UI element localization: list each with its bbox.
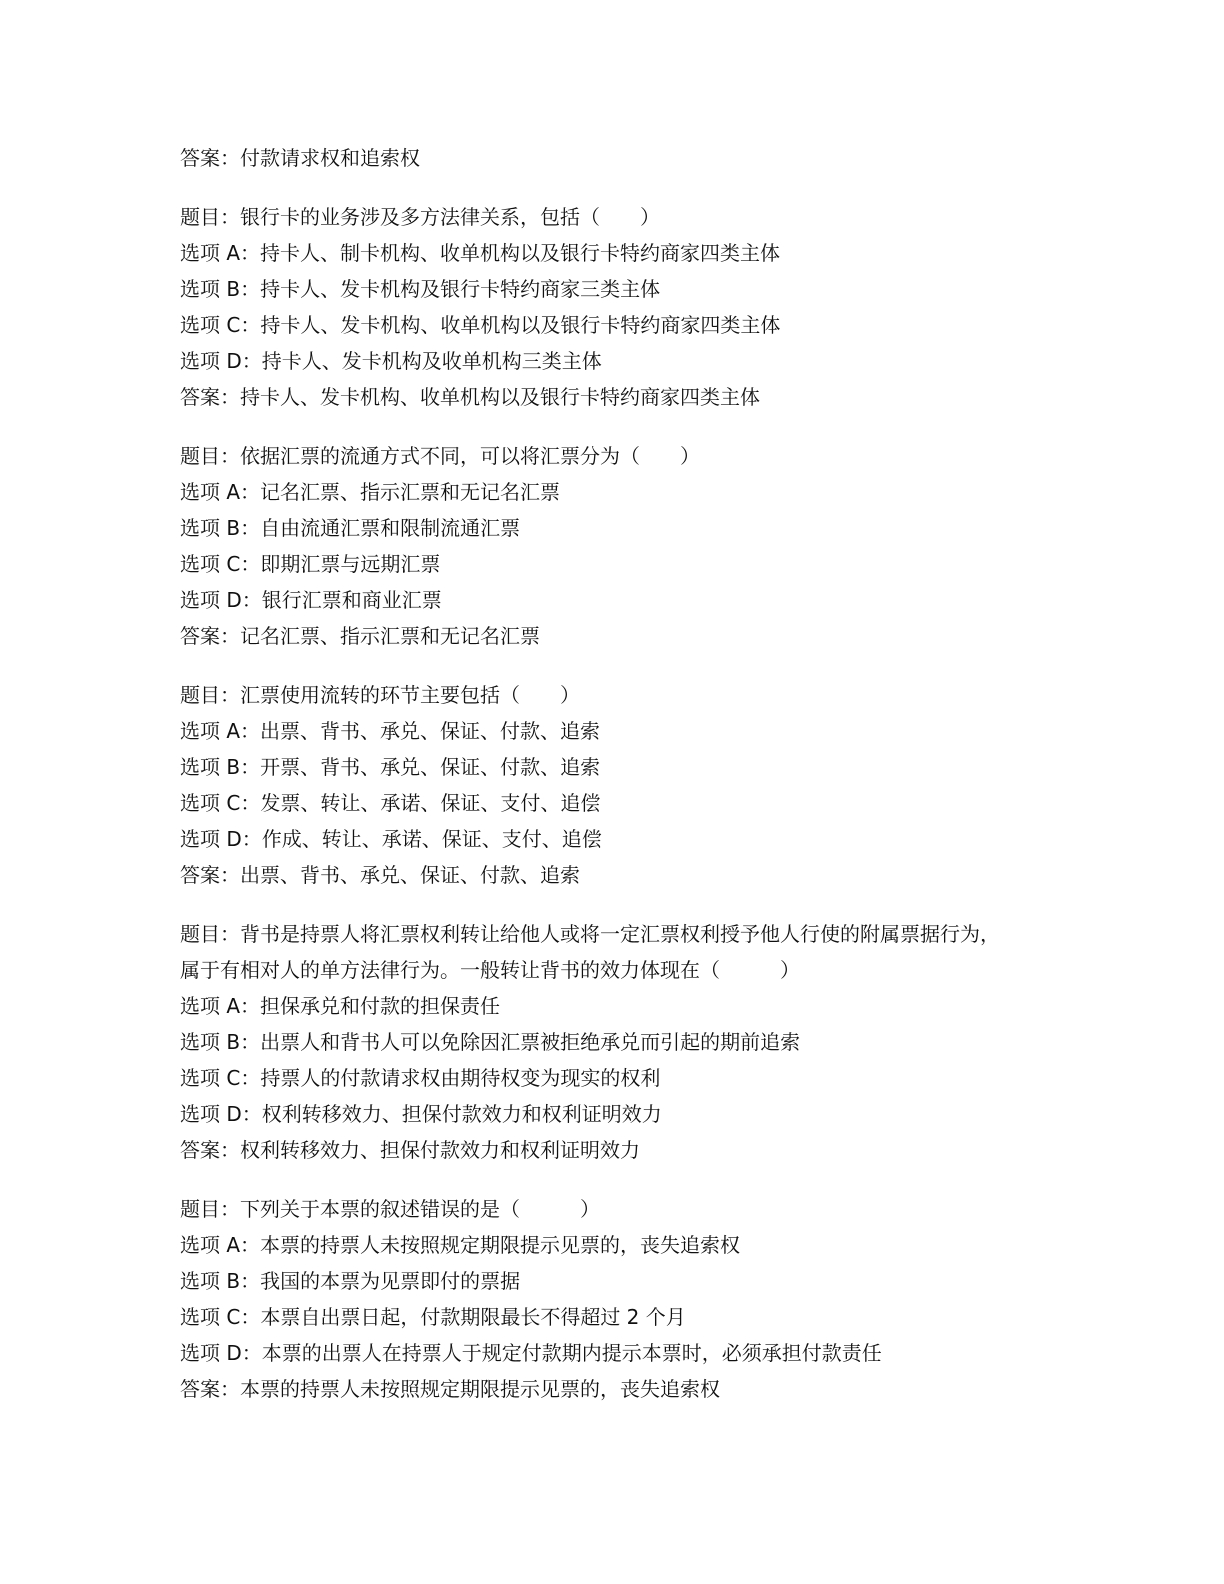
question-title: 题目：背书是持票人将汇票权利转让给他人或将一定汇票权利授予他人行使的附属票据行为， (180, 922, 1000, 946)
question-title-continued: 属于有相对人的单方法律行为。一般转让背书的效力体现在（ ） (180, 958, 800, 982)
option-d: 选项 D：作成、转让、承诺、保证、支付、追偿 (180, 827, 602, 851)
question-title: 题目：依据汇票的流通方式不同，可以将汇票分为（ ） (180, 444, 700, 468)
option-b: 选项 B：开票、背书、承兑、保证、付款、追索 (180, 755, 601, 779)
question-title: 题目：银行卡的业务涉及多方法律关系，包括（ ） (180, 205, 660, 229)
answer: 答案：出票、背书、承兑、保证、付款、追索 (180, 863, 580, 887)
option-a: 选项 A：持卡人、制卡机构、收单机构以及银行卡特约商家四类主体 (180, 241, 781, 265)
answer: 答案：本票的持票人未按照规定期限提示见票的，丧失追索权 (180, 1377, 720, 1401)
option-a: 选项 A：记名汇票、指示汇票和无记名汇票 (180, 480, 561, 504)
option-c: 选项 C：持卡人、发卡机构、收单机构以及银行卡特约商家四类主体 (180, 313, 781, 337)
question-block-1 (180, 199, 1080, 415)
answer: 答案：持卡人、发卡机构、收单机构以及银行卡特约商家四类主体 (180, 385, 760, 409)
option-b: 选项 B：出票人和背书人可以免除因汇票被拒绝承兑而引起的期前追索 (180, 1030, 801, 1054)
option-c: 选项 C：本票自出票日起，付款期限最长不得超过 2 个月 (180, 1305, 686, 1329)
previous-answer: 答案：付款请求权和追索权 (180, 146, 420, 170)
option-d: 选项 D：本票的出票人在持票人于规定付款期内提示本票时，必须承担付款责任 (180, 1341, 882, 1365)
question-title: 题目：汇票使用流转的环节主要包括（ ） (180, 683, 580, 707)
option-c: 选项 C：持票人的付款请求权由期待权变为现实的权利 (180, 1066, 661, 1090)
option-b: 选项 B：自由流通汇票和限制流通汇票 (180, 516, 521, 540)
question-block-3 (180, 677, 1080, 893)
option-c: 选项 C：发票、转让、承诺、保证、支付、追偿 (180, 791, 601, 815)
option-b: 选项 B：持卡人、发卡机构及银行卡特约商家三类主体 (180, 277, 661, 301)
answer: 答案：权利转移效力、担保付款效力和权利证明效力 (180, 1138, 640, 1162)
question-block-2 (180, 438, 1080, 654)
option-d: 选项 D：持卡人、发卡机构及收单机构三类主体 (180, 349, 602, 373)
option-d: 选项 D：权利转移效力、担保付款效力和权利证明效力 (180, 1102, 662, 1126)
question-title: 题目：下列关于本票的叙述错误的是（ ） (180, 1197, 600, 1221)
option-c: 选项 C：即期汇票与远期汇票 (180, 552, 441, 576)
option-a: 选项 A：担保承兑和付款的担保责任 (180, 994, 501, 1018)
option-b: 选项 B：我国的本票为见票即付的票据 (180, 1269, 521, 1293)
document-page (180, 140, 1080, 1407)
question-block-4 (180, 916, 1080, 1168)
question-block-5 (180, 1191, 1080, 1407)
option-a: 选项 A：出票、背书、承兑、保证、付款、追索 (180, 719, 601, 743)
option-a: 选项 A：本票的持票人未按照规定期限提示见票的，丧失追索权 (180, 1233, 741, 1257)
option-d: 选项 D：银行汇票和商业汇票 (180, 588, 442, 612)
answer: 答案：记名汇票、指示汇票和无记名汇票 (180, 624, 540, 648)
